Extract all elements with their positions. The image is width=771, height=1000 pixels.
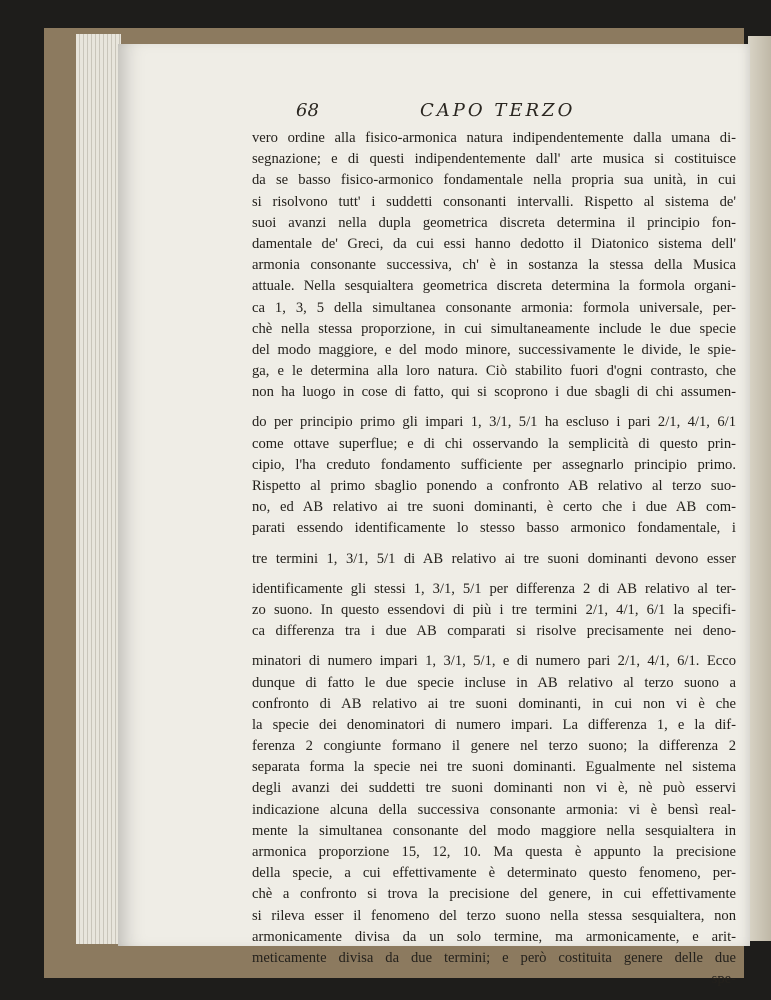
text-line: attuale. Nella sesquialtera geometrica discreta determina la formola organi- (252, 278, 736, 295)
text-line: ca differenza tra i due AB comparati si risolve precisamente nei deno- (252, 623, 736, 640)
text-line: degli avanzi dei suddetti tre suoni dominanti non vi è, nè può esservi (252, 780, 736, 797)
text-line: ca 1, 3, 5 della simultanea consonante armonia: formola universale, per- (252, 299, 736, 316)
page-header (296, 100, 736, 124)
text-line: mente la simultanea consonante del modo maggiore nella sesquialtera in (252, 822, 736, 839)
text-line: ga, e le determina alla loro natura. Ciò stabilito fuori d'ogni contrasto, che (252, 363, 736, 380)
page-number: 68 (296, 100, 319, 121)
text-line: separata forma la specie nei tre suoni dominanti. Egualmente nel sistema (252, 759, 736, 776)
text-line: armonica proporzione 15, 12, 10. Ma questa è appunto la precisione (252, 844, 736, 860)
text-line: no, ed AB relativo ai tre suoni dominanti, è certo che i due AB com- (252, 499, 736, 516)
text-line: armonicamente divisa da un solo termine, ma armonicamente, e arit- (252, 928, 736, 945)
text-line: tre termini 1, 3/1, 5/1 di AB relativo ai tre suoni dominanti devono esser (252, 550, 736, 567)
text-line: confronto di AB relativo ai tre suoni dominanti, in cui non vi è che (252, 695, 736, 712)
text-line: vero ordine alla fisico-armonica natura indipendentemente dalla umana di- (252, 130, 736, 146)
text-line: la specie dei denominatori di numero impari. La differenza 1, e la dif- (252, 716, 736, 733)
text-line: si rileva esser il fenomeno del terzo suono nella stessa sesquialtera, non (252, 907, 736, 924)
text-line: della specie, a cui effettivamente è determinato questo fenomeno, per- (252, 865, 736, 882)
page-stack-edges (76, 34, 121, 944)
text-line: meticamente divisa da due termini; e però costituita genere delle due (252, 949, 736, 966)
body-text (252, 128, 736, 990)
text-line: identificamente gli stessi 1, 3/1, 5/1 per differenza 2 di AB relativo al ter- (252, 580, 736, 597)
text-line: si risolvono tutt' i suddetti consonanti intervalli. Rispetto al sistema de' (252, 193, 736, 210)
text-line: del modo maggiore, e del modo minore, successivamente le divide, le spie- (252, 341, 736, 358)
running-head: CAPO TERZO (420, 100, 576, 121)
text-line: ferenza 2 congiunte formano il genere nel terzo suono; la differenza 2 (252, 738, 736, 755)
text-line: armonia consonante successiva, ch' è in sostanza la stessa della Musica (252, 257, 736, 274)
text-line: non ha luogo in cose di fatto, qui si scoprono i due sbagli di chi assumen- (252, 384, 736, 401)
text-line: chè a confronto si trova la precisione del genere, in cui effettivamente (252, 886, 736, 903)
text-line: damentale de' Greci, da cui essi hanno dedotto il Diatonico sistema dell' (252, 235, 736, 252)
text-line: come ottave superflue; e di chi osservando la semplicità di questo prin- (252, 435, 736, 452)
text-line: zo suono. In questo essendovi di più i tre termini 2/1, 4/1, 6/1 la specifi- (252, 601, 736, 618)
text-line: suoi avanzi nella dupla geometrica discreta determina il principio fon- (252, 214, 736, 231)
text-line: da se basso fisico-armonico fondamentale nella propria sua unità, in cui (252, 172, 736, 189)
facing-page-edge (748, 36, 771, 941)
text-line: segnazione; e di questi indipendentemente dall' arte musica si costituisce (252, 151, 736, 168)
text-line: minatori di numero impari 1, 3/1, 5/1, e di numero pari 2/1, 4/1, 6/1. Ecco (252, 653, 736, 670)
catchword: spe- (711, 971, 736, 988)
text-line: indicazione alcuna della successiva consonante armonia: vi è bensì real- (252, 801, 736, 818)
text-line: cipio, l'ha creduto fondamento sufficiente per assegnarlo principio primo. (252, 456, 736, 473)
text-line: chè nella stessa proporzione, in cui simultaneamente include le due specie (252, 320, 736, 337)
text-line: parati essendo identificamente lo stesso basso armonico fondamentale, i (252, 520, 736, 537)
text-line: dunque di fatto le due specie incluse in AB relativo al terzo suono a (252, 674, 736, 691)
text-line: Rispetto al primo sbaglio ponendo a confronto AB relativo al terzo suo- (252, 478, 736, 494)
text-line: do per principio primo gli impari 1, 3/1, 5/1 ha escluso i pari 2/1, 4/1, 6/1 (252, 414, 736, 431)
